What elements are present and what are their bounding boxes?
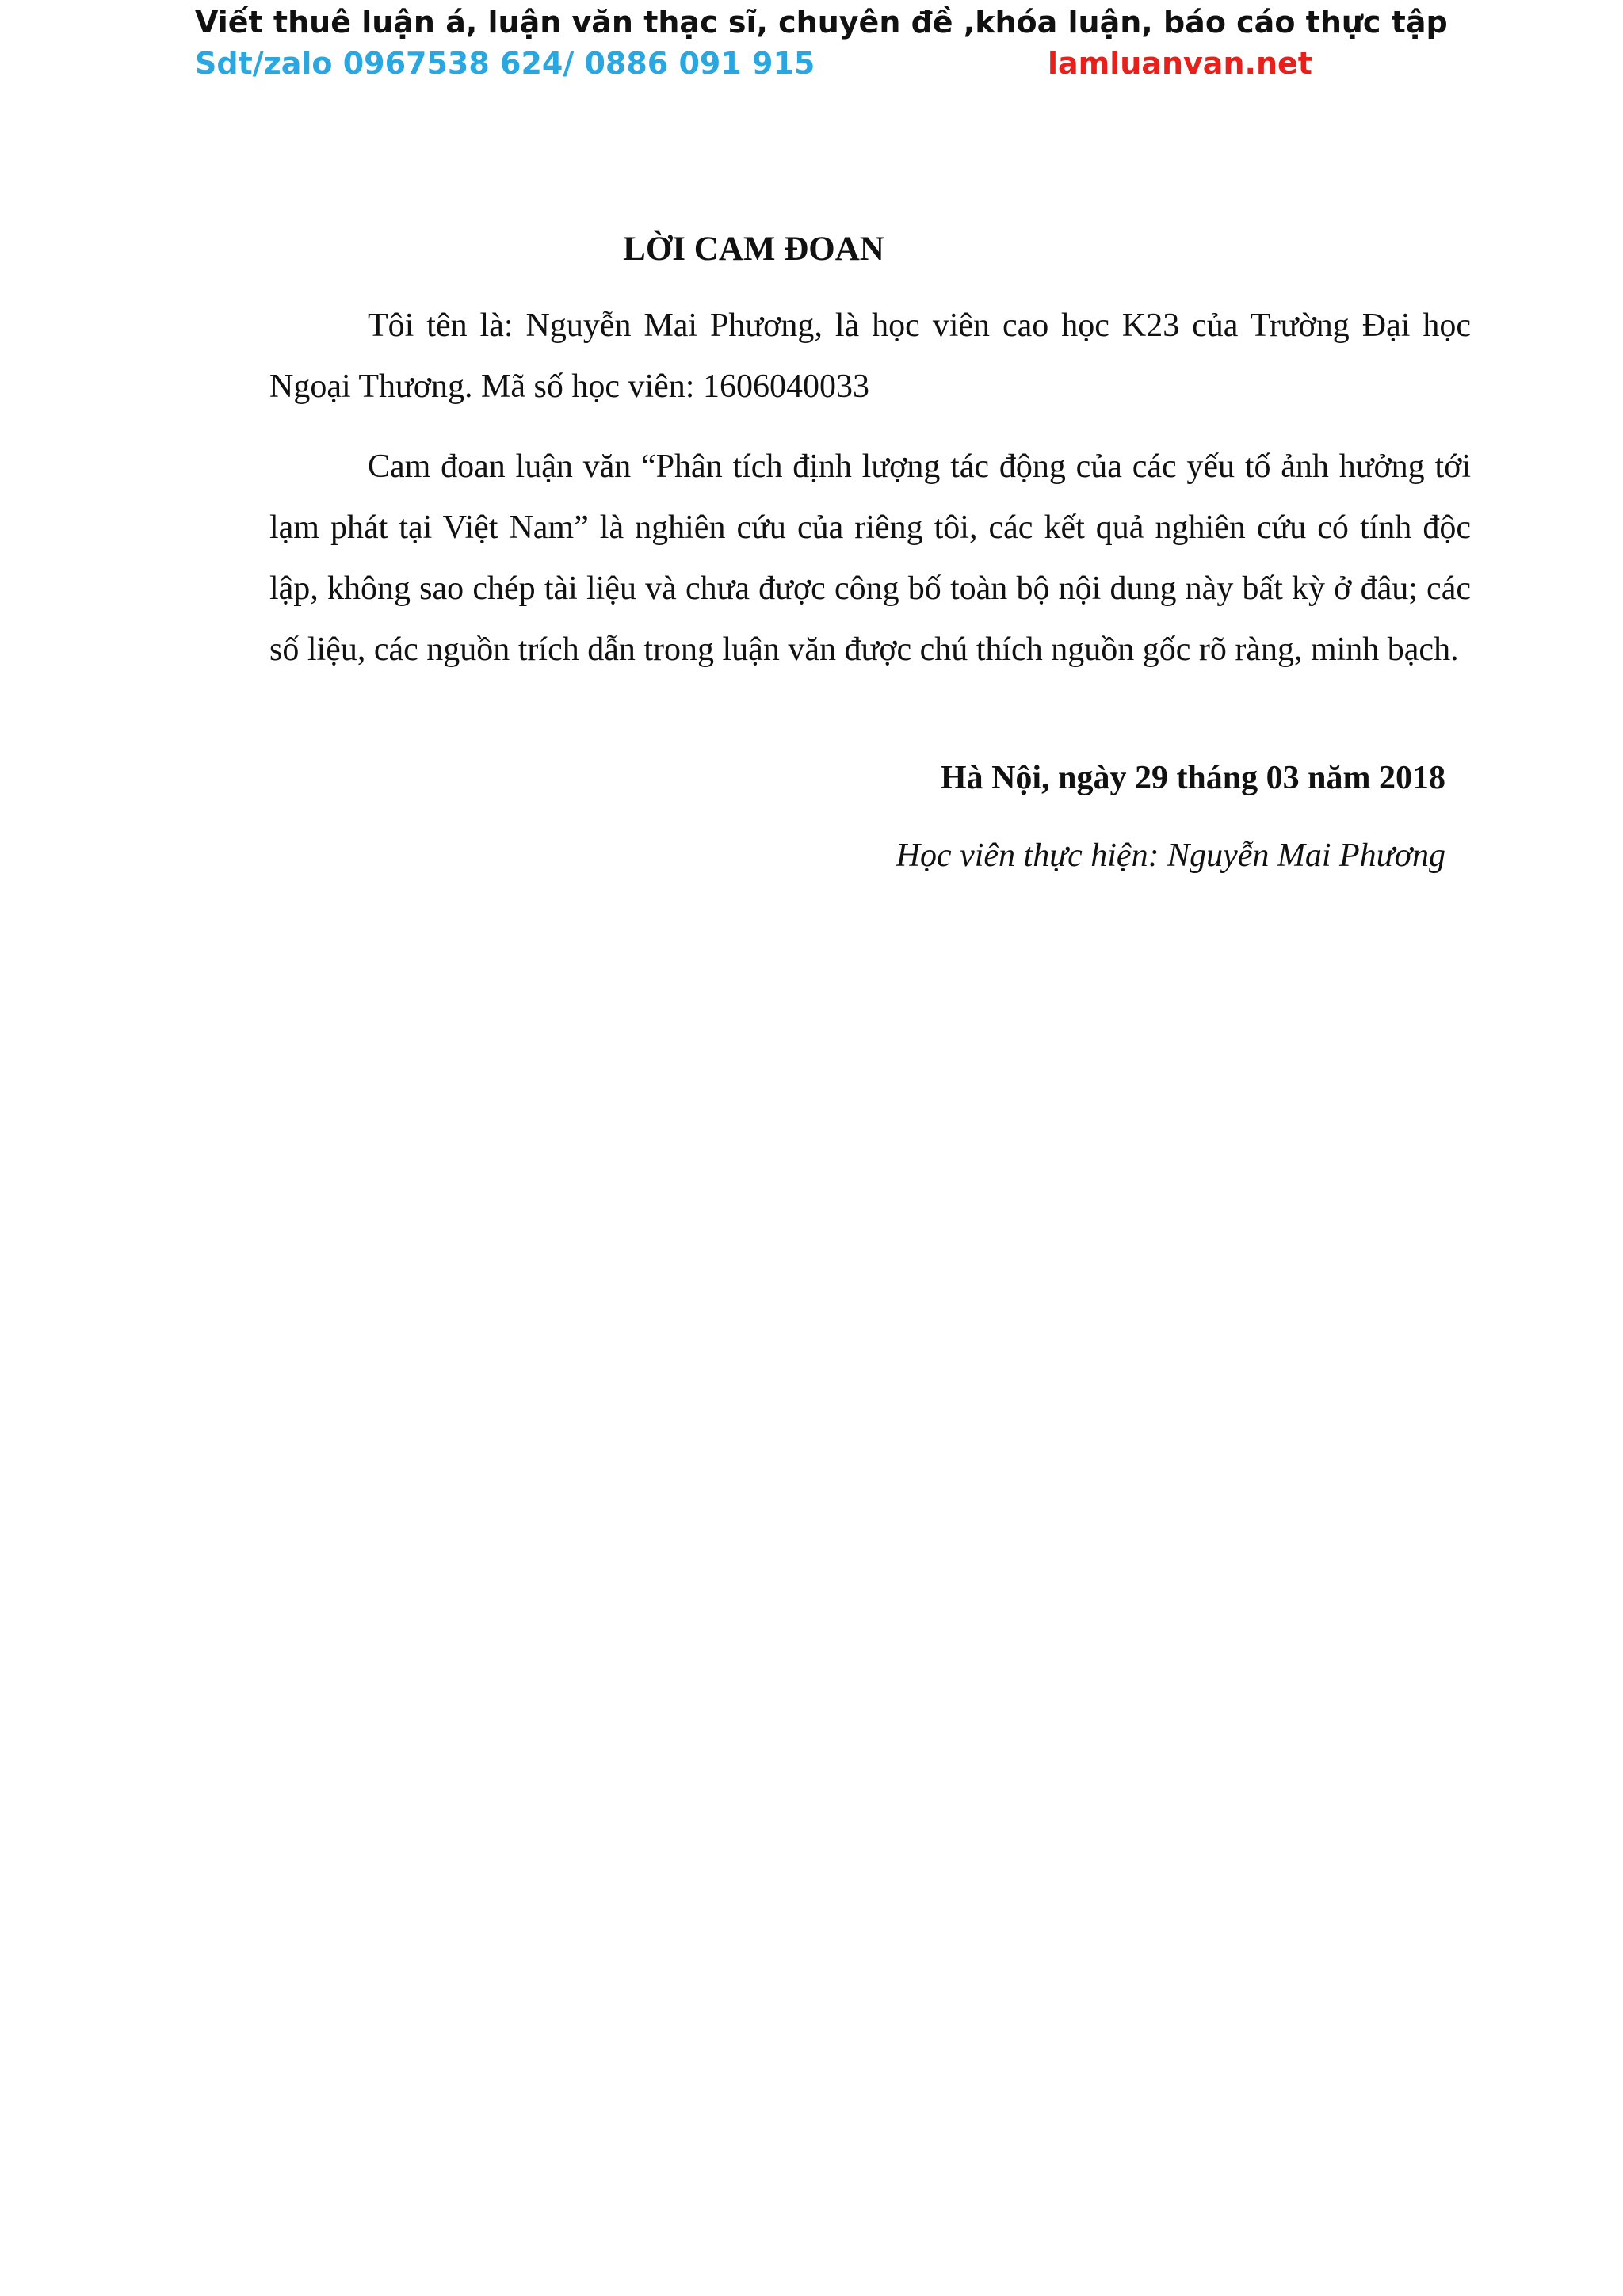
date-line: Hà Nội, ngày 29 tháng 03 năm 2018 xyxy=(940,760,1445,796)
header-website: lamluanvan.net xyxy=(1048,46,1312,81)
header-contact: Sdt/zalo 0967538 624/ 0886 091 915 xyxy=(195,46,815,81)
header-tagline: Viết thuê luận á, luận văn thạc sĩ, chuyên đề ,khóa luận, báo cáo thực tập xyxy=(195,5,1448,40)
signature-line: Học viên thực hiện: Nguyễn Mai Phương xyxy=(896,837,1445,874)
document-title: LỜI CAM ĐOAN xyxy=(623,231,884,268)
paragraph-declaration: Cam đoan luận văn “Phân tích định lượng tác động của các yếu tố ảnh hưởng tới lạm phát tại Việt Nam” là nghiên cứu của riêng tôi, các kết quả nghiên cứu có tính độc lập, không sao chép tài liệu và chưa được công bố toàn bộ nội dung này bất kỳ ở đâu; các số liệu, các nguồn trích dẫn trong luận văn được chú thích nguồn gốc rõ ràng, minh bạch. xyxy=(269,448,1471,668)
paragraph-introduction: Tôi tên là: Nguyễn Mai Phương, là học viên cao học K23 của Trường Đại học Ngoại Thương. Mã số học viên: 1606040033 xyxy=(269,307,1471,405)
